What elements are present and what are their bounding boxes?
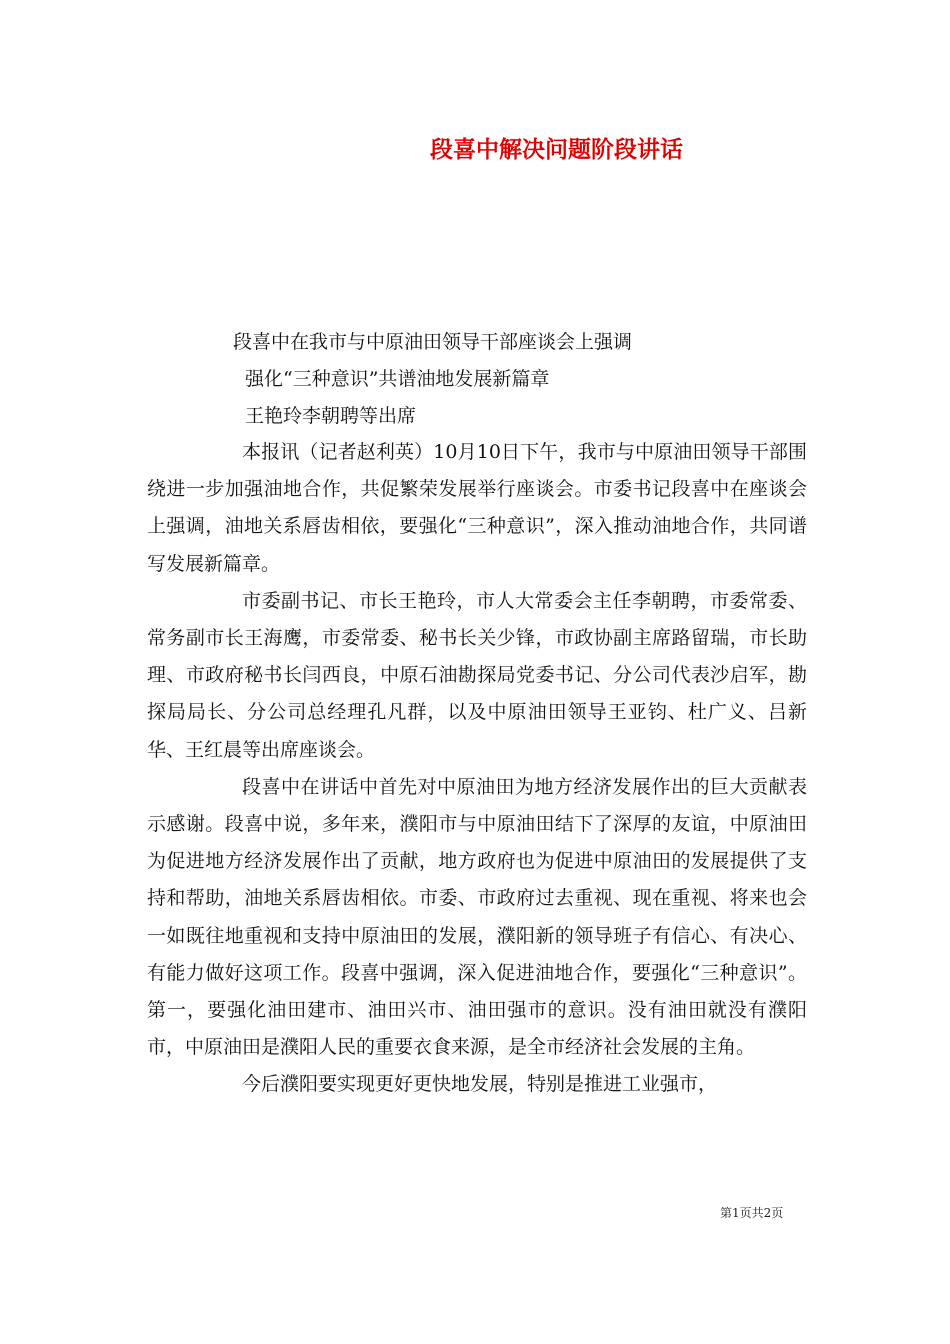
subheadline: 强化“三种意识”共谱油地发展新篇章 bbox=[245, 368, 550, 390]
paragraph-2: 市委副书记、市长王艳玲，市人大常委会主任李朝聘，市委常委、常务副市长王海鹰，市委常委、秘书长关少锋，市政协副主席路留瑞，市长助理、市政府秘书长闫西良，中原石油勘探局党委书记、分公司代表沙启军，勘探局局长、分公司总经理孔凡群，以及中原油田领导王亚钧、杜广义、吕新华、王红晨等出席座谈会。 bbox=[147, 589, 807, 761]
article-body bbox=[147, 434, 807, 1104]
paragraph-1: 本报讯（记者赵利英）10月10日下午，我市与中原油田领导干部围绕进一步加强油地合作，共促繁荣发展举行座谈会。市委书记段喜中在座谈会上强调，油地关系唇齿相依，要强化“三种意识”，深入推动油地合作，共同谱写发展新篇章。 bbox=[147, 441, 807, 575]
attendees-line: 王艳玲李朝聘等出席 bbox=[245, 405, 417, 427]
headline: 段喜中在我市与中原油田领导干部座谈会上强调 bbox=[233, 331, 633, 353]
page-number: 第1页共2页 bbox=[720, 1206, 784, 1220]
paragraph-3: 段喜中在讲话中首先对中原油田为地方经济发展作出的巨大贡献表示感谢。段喜中说，多年来，濮阳市与中原油田结下了深厚的友谊，中原油田为促进地方经济发展作出了贡献，地方政府也为促进中原油田的发展提供了支持和帮助，油地关系唇齿相依。市委、市政府过去重视、现在重视、将来也会一如既往地重视和支持中原油田的发展，濮阳新的领导班子有信心、有决心、有能力做好这项工作。段喜中强调，深入促进油地合作，要强化“三种意识”。第一，要强化油田建市、油田兴市、油田强市的意识。没有油田就没有濮阳市，中原油田是濮阳人民的重要衣食来源，是全市经济社会发展的主角。 bbox=[147, 775, 807, 1059]
document-title: 段喜中解决问题阶段讲话 bbox=[430, 136, 683, 163]
paragraph-4: 今后濮阳要实现更好更快地发展，特别是推进工业强市， bbox=[242, 1073, 718, 1096]
